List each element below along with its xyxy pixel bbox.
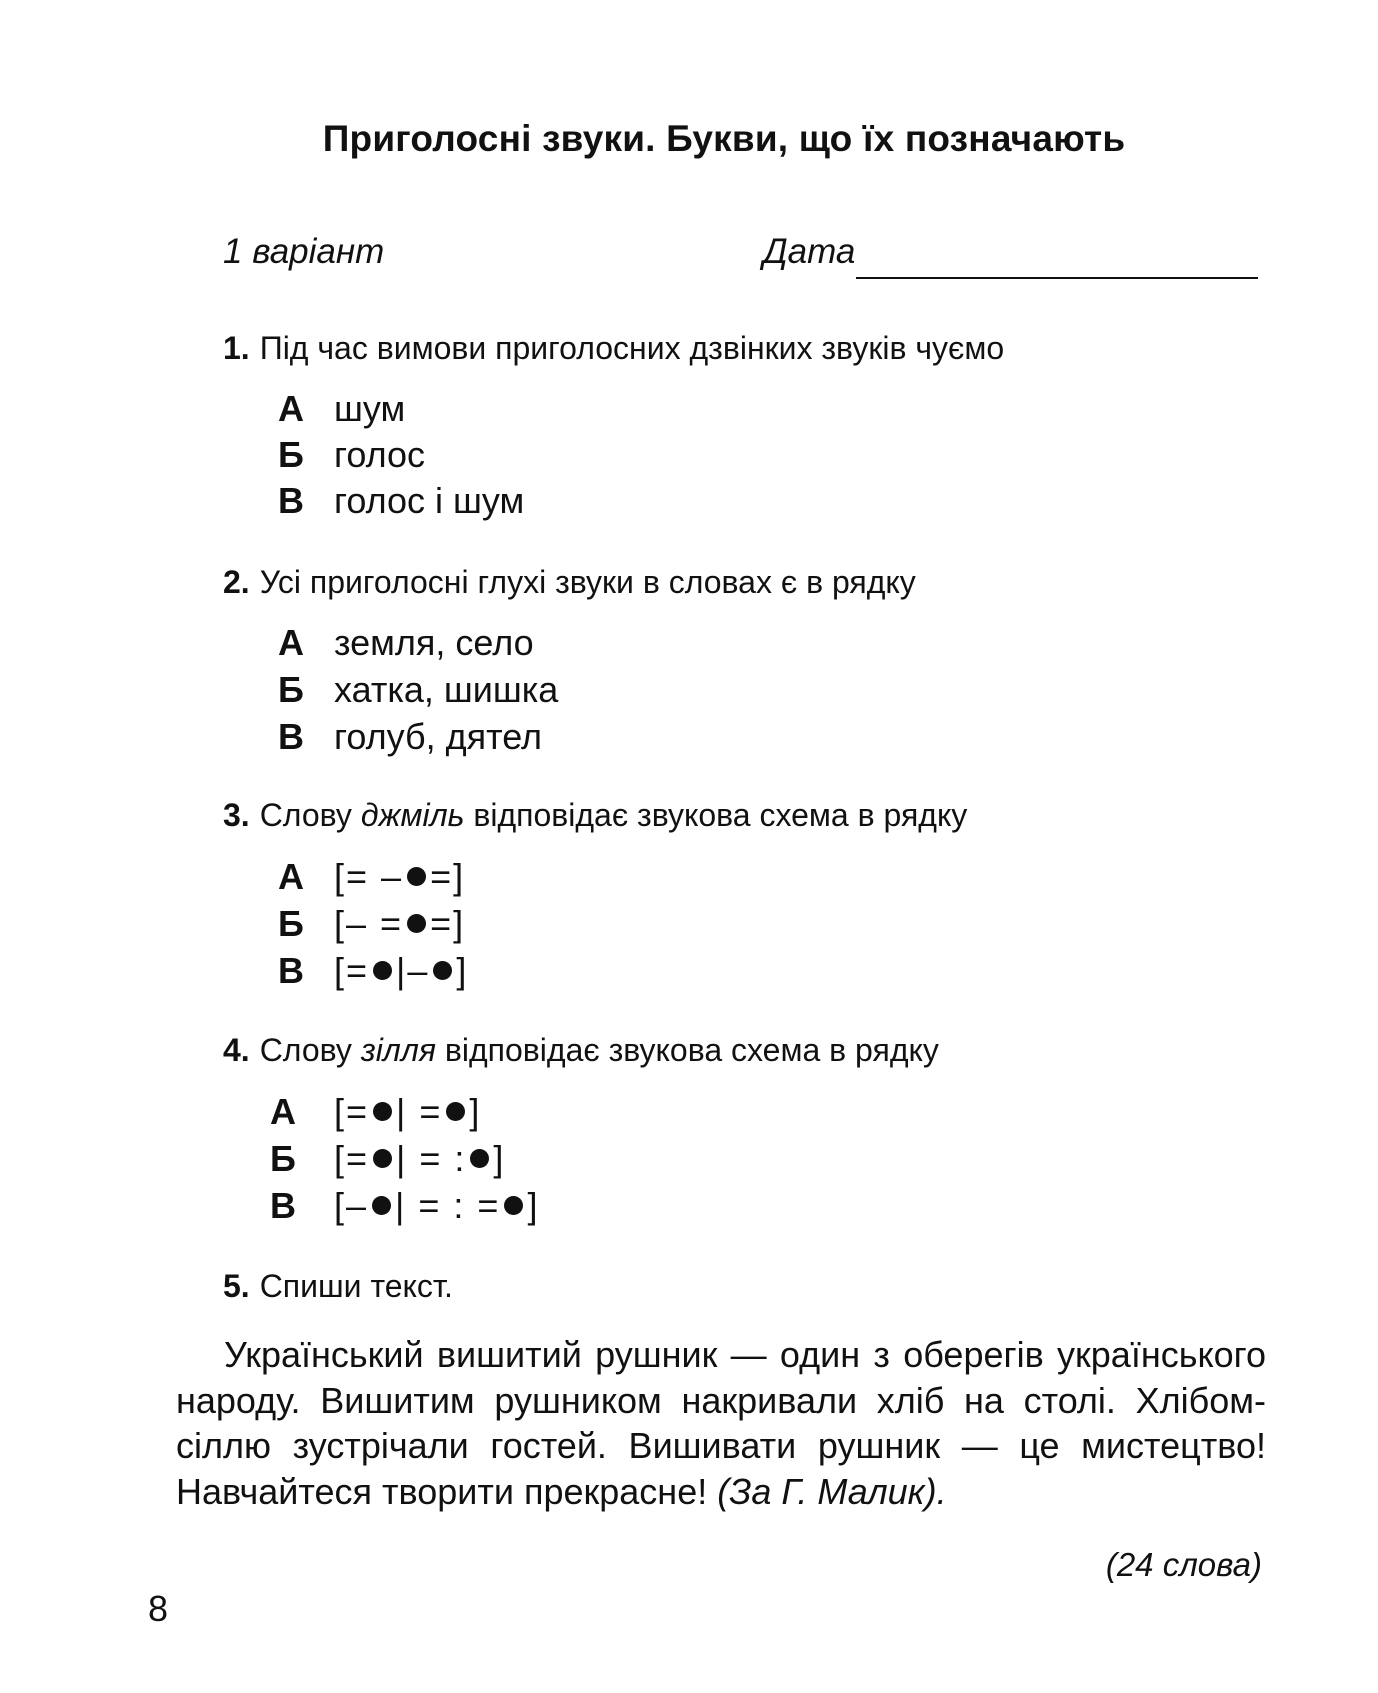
- soft-dot-icon: [407, 914, 426, 933]
- option-letter: Б: [278, 434, 304, 475]
- option-text: голуб, дятел: [334, 716, 543, 757]
- option-letter: А: [278, 388, 304, 429]
- question-text-before: Слову: [259, 1032, 361, 1068]
- copy-passage: [176, 1332, 1266, 1514]
- option-letter: В: [278, 950, 304, 991]
- date-label: Дата: [763, 232, 856, 271]
- soft-dot-icon: [504, 1196, 523, 1215]
- option-text: голос: [334, 434, 426, 475]
- question-text-before: Слову: [259, 797, 361, 833]
- option-letter: Б: [270, 1138, 296, 1179]
- soft-dot-icon: [373, 961, 392, 980]
- soft-dot-icon: [373, 1102, 392, 1121]
- question-3: [223, 797, 967, 834]
- sound-scheme: [= | = : ]: [334, 1138, 506, 1179]
- question-number: 4.: [223, 1032, 250, 1068]
- option-text: шум: [334, 388, 406, 429]
- page-title: Приголосні звуки. Букви, що їх позначають: [322, 118, 1126, 159]
- page-number: 8: [148, 1588, 169, 1629]
- question-word: зілля: [360, 1032, 436, 1068]
- sound-scheme: [– | = : = ]: [334, 1185, 540, 1226]
- soft-dot-icon: [372, 1196, 391, 1215]
- option-letter: В: [270, 1185, 296, 1226]
- option-letter: В: [278, 480, 304, 521]
- sound-scheme: [= |– ]: [334, 950, 469, 991]
- question-number: 1.: [223, 330, 250, 366]
- question-number: 3.: [223, 797, 250, 833]
- option-letter: Б: [278, 903, 304, 944]
- question-5: [223, 1268, 453, 1305]
- question-text: Спиши текст.: [259, 1268, 453, 1304]
- option-text: хатка, шишка: [334, 669, 559, 710]
- option-letter: А: [278, 622, 304, 663]
- question-text-after: відповідає звукова схема в рядку: [435, 1032, 939, 1068]
- question-number: 2.: [223, 564, 250, 600]
- soft-dot-icon: [470, 1149, 489, 1168]
- question-2: [223, 564, 916, 601]
- soft-dot-icon: [446, 1102, 465, 1121]
- sound-scheme: [– = =]: [334, 903, 466, 944]
- passage-author: (За Г. Малик).: [717, 1470, 947, 1512]
- question-word: джміль: [360, 797, 465, 833]
- option-text: голос і шум: [334, 480, 525, 521]
- soft-dot-icon: [433, 961, 452, 980]
- soft-dot-icon: [407, 867, 426, 886]
- variant-label: 1 варіант: [223, 232, 385, 271]
- question-text: Під час вимови приголосних дзвінких звуків чуємо: [259, 330, 1005, 366]
- question-text: Усі приголосні глухі звуки в словах є в рядку: [259, 564, 916, 600]
- option-letter: А: [270, 1091, 296, 1132]
- question-number: 5.: [223, 1268, 250, 1304]
- sound-scheme: [= | = ]: [334, 1091, 482, 1132]
- option-text: земля, село: [334, 622, 534, 663]
- option-letter: В: [278, 716, 304, 757]
- question-text-after: відповідає звукова схема в рядку: [464, 797, 968, 833]
- date-field-line: [856, 277, 1258, 279]
- option-letter: А: [278, 856, 304, 897]
- soft-dot-icon: [373, 1149, 392, 1168]
- question-4: [223, 1032, 939, 1069]
- sound-scheme: [= – =]: [334, 856, 466, 897]
- question-1: [223, 330, 1004, 367]
- option-letter: Б: [278, 669, 304, 710]
- passage-text: Український вишитий рушник — один з оберегів українського народу. Вишитим рушником накривали хліб на столі. Хлібом-сіллю зустрічали гостей. Вишивати рушник — це мистецтво! Навчайтеся творити прекрасне!: [176, 1334, 1266, 1512]
- word-count: (24 слова): [1105, 1546, 1262, 1583]
